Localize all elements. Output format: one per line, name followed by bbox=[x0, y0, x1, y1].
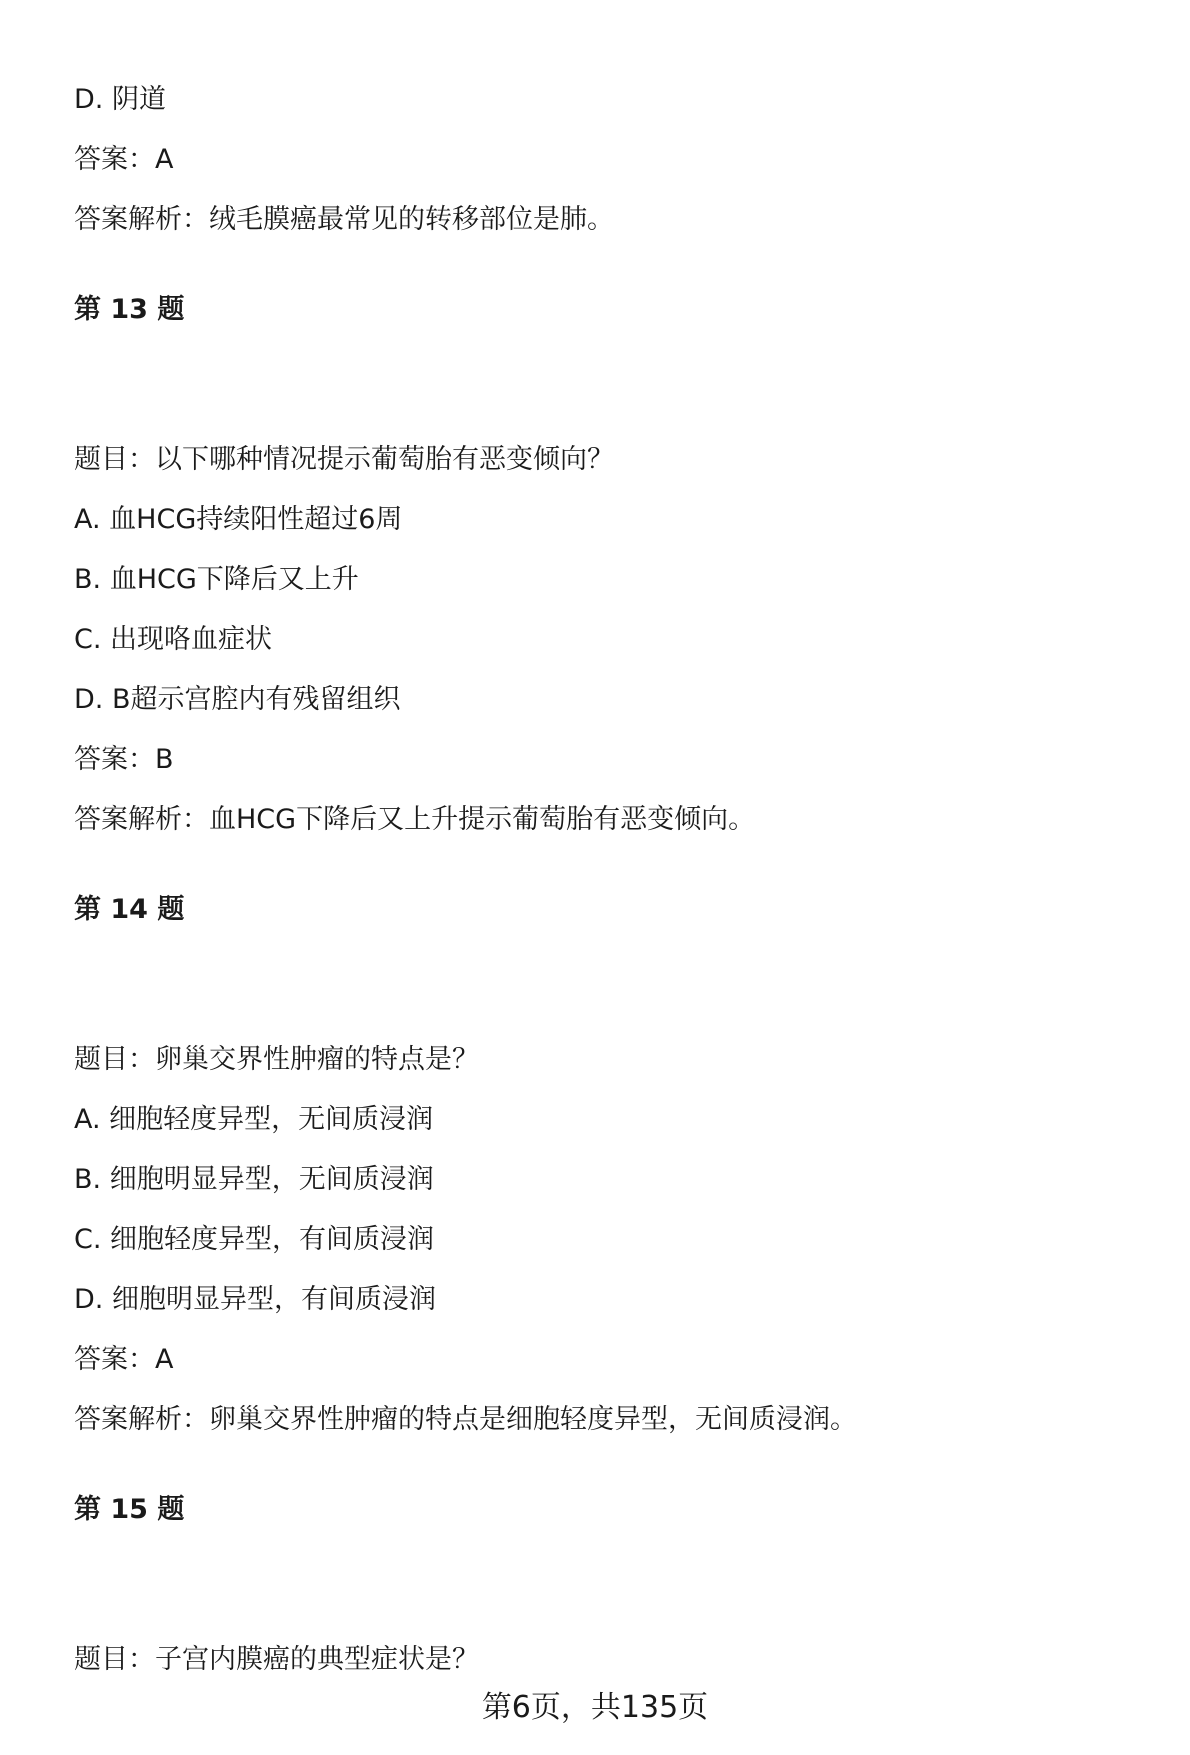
q15-question: 题目：子宫内膜癌的典型症状是？ bbox=[74, 1644, 479, 1675]
q13-option-b: B. 血HCG下降后又上升 bbox=[74, 564, 359, 595]
q14-option-c: C. 细胞轻度异型，有间质浸润 bbox=[74, 1224, 435, 1255]
q13-answer: 答案：B bbox=[74, 744, 174, 775]
q12-analysis: 答案解析：绒毛膜癌最常见的转移部位是肺。 bbox=[74, 204, 614, 235]
q13-option-d: D. B超示宫腔内有残留组织 bbox=[74, 684, 401, 715]
q13-analysis: 答案解析：血HCG下降后又上升提示葡萄胎有恶变倾向。 bbox=[74, 804, 756, 835]
q13-option-c: C. 出现咯血症状 bbox=[74, 624, 273, 655]
q14-analysis: 答案解析：卵巢交界性肿瘤的特点是细胞轻度异型，无间质浸润。 bbox=[74, 1404, 857, 1435]
q15-heading: 第 15 题 bbox=[74, 1494, 185, 1525]
q14-heading: 第 14 题 bbox=[74, 894, 185, 925]
q14-question: 题目：卵巢交界性肿瘤的特点是？ bbox=[74, 1044, 479, 1075]
q13-heading: 第 13 题 bbox=[74, 294, 185, 325]
q13-option-a: A. 血HCG持续阳性超过6周 bbox=[74, 504, 403, 535]
q12-answer: 答案：A bbox=[74, 144, 174, 175]
q14-option-b: B. 细胞明显异型，无间质浸润 bbox=[74, 1164, 434, 1195]
q13-question: 题目：以下哪种情况提示葡萄胎有恶变倾向？ bbox=[74, 444, 614, 475]
page-number-footer: 第6页，共135页 bbox=[481, 1690, 709, 1725]
q14-answer: 答案：A bbox=[74, 1344, 174, 1375]
q14-option-d: D. 细胞明显异型，有间质浸润 bbox=[74, 1284, 436, 1315]
q14-option-a: A. 细胞轻度异型，无间质浸润 bbox=[74, 1104, 434, 1135]
q12-option-d: D. 阴道 bbox=[74, 84, 166, 115]
